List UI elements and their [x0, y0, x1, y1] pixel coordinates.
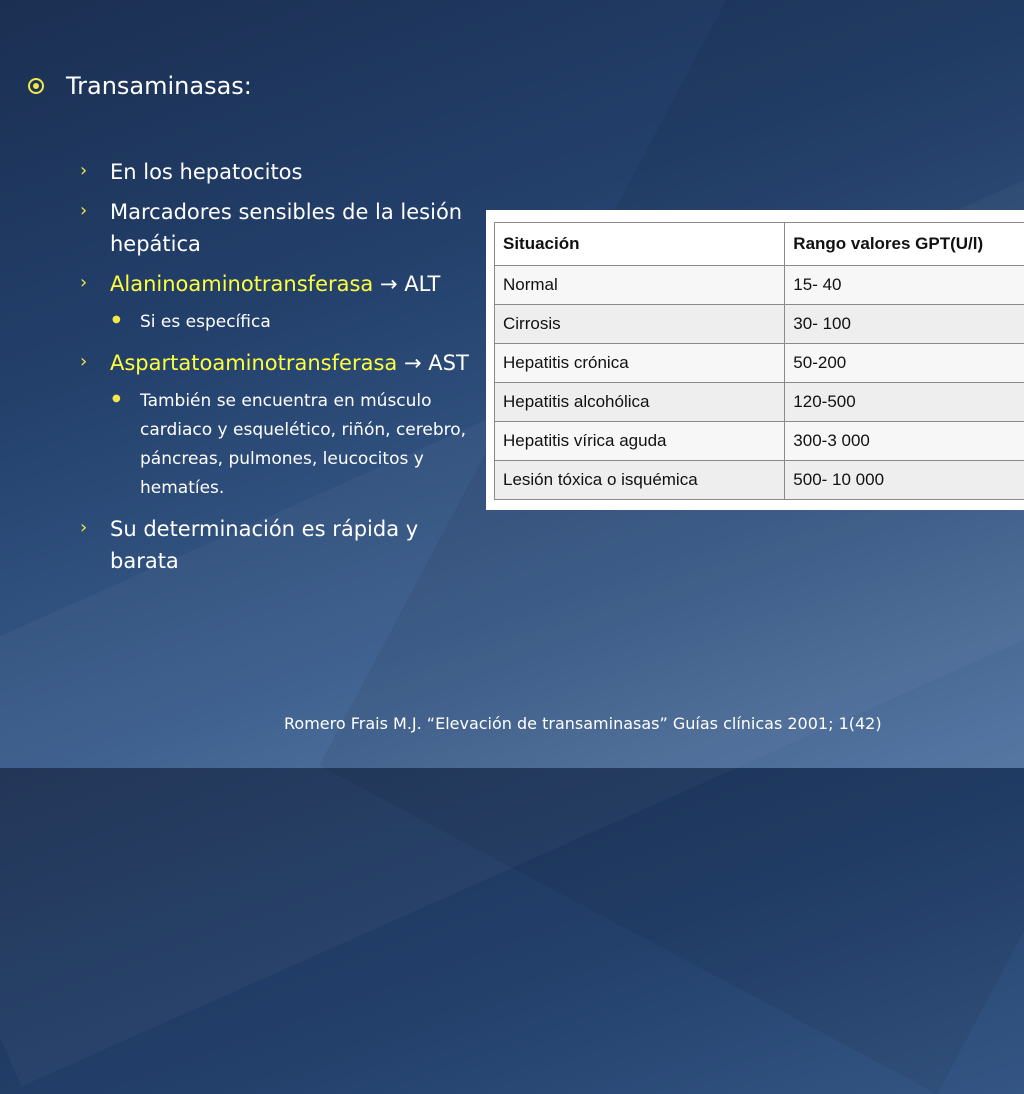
dot-bullet-icon: ●	[112, 308, 140, 337]
table-cell: 50-200	[785, 344, 1024, 383]
table-row	[495, 344, 1024, 383]
chevron-right-icon: ›	[80, 513, 110, 577]
table-cell: 30- 100	[785, 305, 1024, 344]
list-item-text: Su determinación es rápida y barata	[110, 513, 470, 577]
sub-list-item-text: Si es específica	[140, 308, 480, 337]
abbreviation: AST	[428, 351, 469, 375]
chevron-right-icon: ›	[80, 196, 110, 260]
column-header-situacion: Situación	[495, 223, 785, 266]
gpt-range-table	[494, 222, 1024, 500]
table-cell: Normal	[495, 266, 785, 305]
slide-title-row	[28, 72, 252, 100]
arrow-right-icon: →	[404, 351, 422, 375]
list-item	[80, 268, 480, 300]
table-cell: Hepatitis crónica	[495, 344, 785, 383]
arrow-right-icon: →	[380, 272, 398, 296]
sub-list-item	[112, 387, 480, 503]
list-item	[80, 347, 480, 379]
sub-list-item	[112, 308, 480, 337]
table-cell: 15- 40	[785, 266, 1024, 305]
highlight-term: Alaninoaminotransferasa	[110, 272, 373, 296]
table-row	[495, 422, 1024, 461]
abbreviation: ALT	[404, 272, 440, 296]
table-cell: 120-500	[785, 383, 1024, 422]
chevron-right-icon: ›	[80, 156, 110, 188]
chevron-right-icon: ›	[80, 268, 110, 300]
list-item-text: En los hepatocitos	[110, 156, 470, 188]
dot-bullet-icon: ●	[112, 387, 140, 503]
table-cell: 300-3 000	[785, 422, 1024, 461]
list-item	[80, 196, 480, 260]
table-cell: Hepatitis vírica aguda	[495, 422, 785, 461]
list-item-text	[110, 268, 470, 300]
list-item-text: Marcadores sensibles de la lesión hepática	[110, 196, 470, 260]
table-header-row	[495, 223, 1024, 266]
slide-title: Transaminasas:	[66, 72, 252, 100]
table-cell: 500- 10 000	[785, 461, 1024, 500]
table-cell: Lesión tóxica o isquémica	[495, 461, 785, 500]
table-cell: Hepatitis alcohólica	[495, 383, 785, 422]
list-item	[80, 513, 480, 577]
chevron-right-icon: ›	[80, 347, 110, 379]
sub-list-item-text: También se encuentra en músculo cardiaco y esquelético, riñón, cerebro, páncreas, pulmones, leucocitos y hematíes.	[140, 387, 480, 503]
table-row	[495, 266, 1024, 305]
table-cell: Cirrosis	[495, 305, 785, 344]
table-row	[495, 461, 1024, 500]
bullet-list	[80, 156, 480, 585]
citation: Romero Frais M.J. “Elevación de transaminasas” Guías clínicas 2001; 1(42)	[284, 714, 882, 733]
column-header-rango: Rango valores GPT(U/l)	[785, 223, 1024, 266]
table-row	[495, 383, 1024, 422]
highlight-term: Aspartatoaminotransferasa	[110, 351, 397, 375]
radio-target-icon	[28, 78, 44, 94]
table-row	[495, 305, 1024, 344]
list-item-text	[110, 347, 470, 379]
gpt-range-table-panel	[486, 210, 1024, 510]
list-item	[80, 156, 480, 188]
